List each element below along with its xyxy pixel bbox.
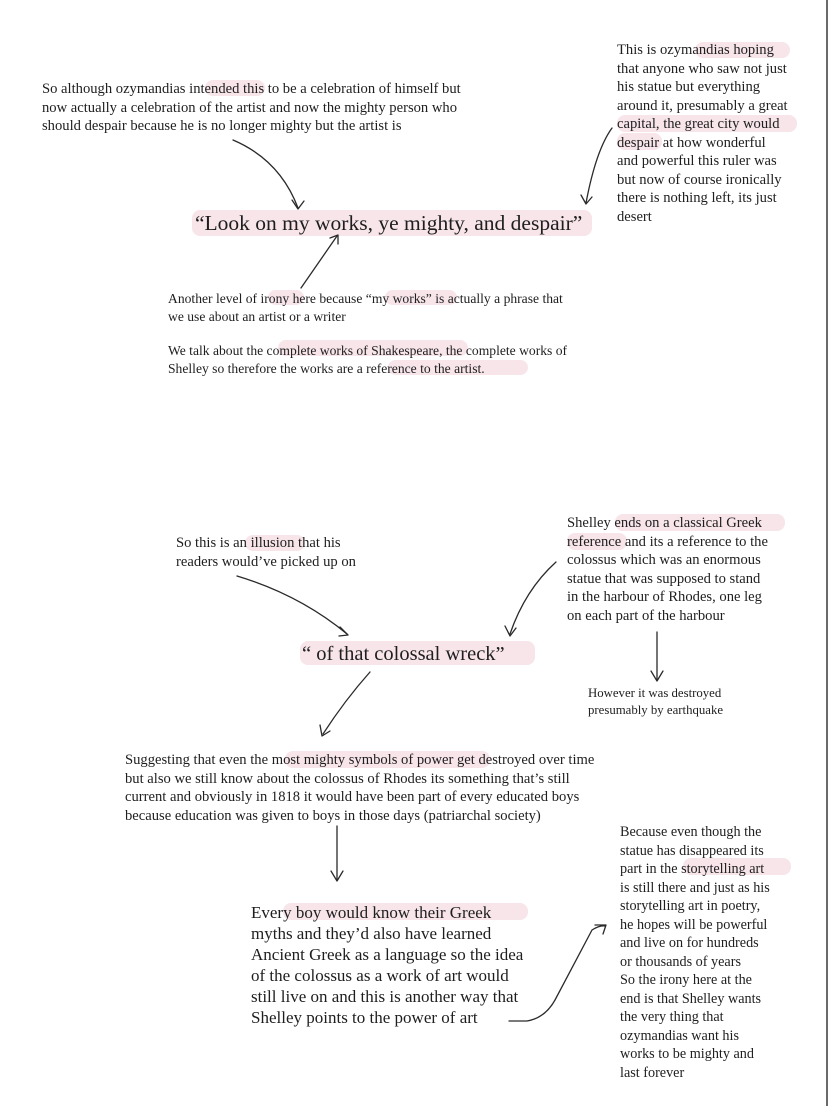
note-line: on each part of the harbour (567, 607, 725, 624)
note-line: Every boy would know their Greek (251, 903, 492, 922)
note-line: he hopes will be powerful (620, 916, 768, 933)
note-line: Shelley points to the power of art (251, 1008, 478, 1027)
note-line: despair at how wonderful (617, 134, 766, 151)
note-line: Shelley ends on a classical Greek (567, 515, 762, 531)
note-line: is still there and just as his (620, 879, 770, 896)
note-line: statue that was supposed to stand (567, 570, 761, 587)
note-line: that anyone who saw not just (617, 60, 787, 77)
note-line: should despair because he is no longer mighty but the artist is (42, 118, 402, 135)
quote-text: “ of that colossal wreck” (302, 643, 505, 665)
note-line: part in the storytelling art (620, 861, 765, 877)
note-line: So this is an illusion that his (176, 535, 341, 551)
note-line: and live on for hundreds (620, 935, 759, 951)
arrow-irony-to-quote (301, 235, 338, 288)
note-line: his statue but everything (617, 79, 761, 95)
arrow-quote-to-suggesting (320, 672, 370, 736)
arrow-classical-to-quote (505, 562, 556, 636)
note-line: works to be mighty and (620, 1046, 754, 1062)
note-line: but now of course ironically (617, 171, 782, 188)
quote-text: “Look on my works, ye mighty, and despair” (195, 211, 583, 235)
arrow-hoping-to-quote (581, 128, 612, 204)
note-line: current and obviously in 1818 it would have been part of every educated boys (125, 789, 580, 806)
arrow-illusion-to-quote (237, 576, 348, 636)
note-line: storytelling art in poetry, (620, 898, 761, 914)
note-line: colossus which was an enormous (567, 552, 761, 569)
note-line: desert (617, 208, 652, 225)
arrow-classical-to-destroyed (651, 632, 663, 681)
note-line: ozymandias want his (620, 1027, 739, 1044)
note-line: presumably by earthquake (588, 702, 724, 717)
note-line: Suggesting that even the most mighty symbols of power get destroyed over time (125, 752, 595, 768)
note-line: because education was given to boys in those days (patriarchal society) (125, 807, 541, 824)
note-line: last forever (620, 1064, 685, 1081)
note-line: and powerful this ruler was (617, 153, 777, 169)
note-line: capital, the great city would (617, 116, 780, 132)
arrow-suggesting-to-every-boy (331, 826, 343, 881)
arrow-every-boy-to-because (509, 925, 606, 1021)
note-line: So although ozymandias intended this to be a celebration of himself but (42, 81, 461, 97)
note-line: Another level of irony here because “my works” is actually a phrase that (168, 291, 563, 306)
arrow-celebration-to-quote (233, 140, 304, 209)
note-line: Because even though the (620, 824, 762, 840)
note-line: reference and its a reference to the (567, 533, 768, 550)
note-line: around it, presumably a great (617, 97, 788, 114)
note-line: Shelley so therefore the works are a reference to the artist. (168, 360, 485, 376)
note-line: now actually a celebration of the artist and now the mighty person who (42, 99, 457, 116)
note-line: However it was destroyed (588, 686, 722, 700)
note-line: the very thing that (620, 1009, 724, 1025)
note-line: or thousands of years (620, 953, 741, 970)
note-line: there is nothing left, its just (617, 190, 777, 206)
note-line: Ancient Greek as a language so the idea (251, 945, 524, 964)
note-line: still live on and this is another way that (251, 987, 519, 1006)
note-line: myths and they’d also have learned (251, 924, 492, 943)
note-line: statue has disappeared its (620, 842, 764, 859)
note-line: readers would’ve picked up on (176, 554, 356, 570)
note-line: we use about an artist or a writer (168, 308, 346, 324)
note-line: in the harbour of Rhodes, one leg (567, 589, 762, 606)
note-line: but also we still know about the colossus of Rhodes its something that’s still (125, 770, 570, 787)
note-line: We talk about the complete works of Shakespeare, the complete works of (168, 343, 568, 358)
note-line: of the colossus as a work of art would (251, 966, 509, 985)
note-line: So the irony here at the (620, 972, 752, 988)
note-line: This is ozymandias hoping (617, 42, 774, 58)
note-line: end is that Shelley wants (620, 990, 762, 1007)
